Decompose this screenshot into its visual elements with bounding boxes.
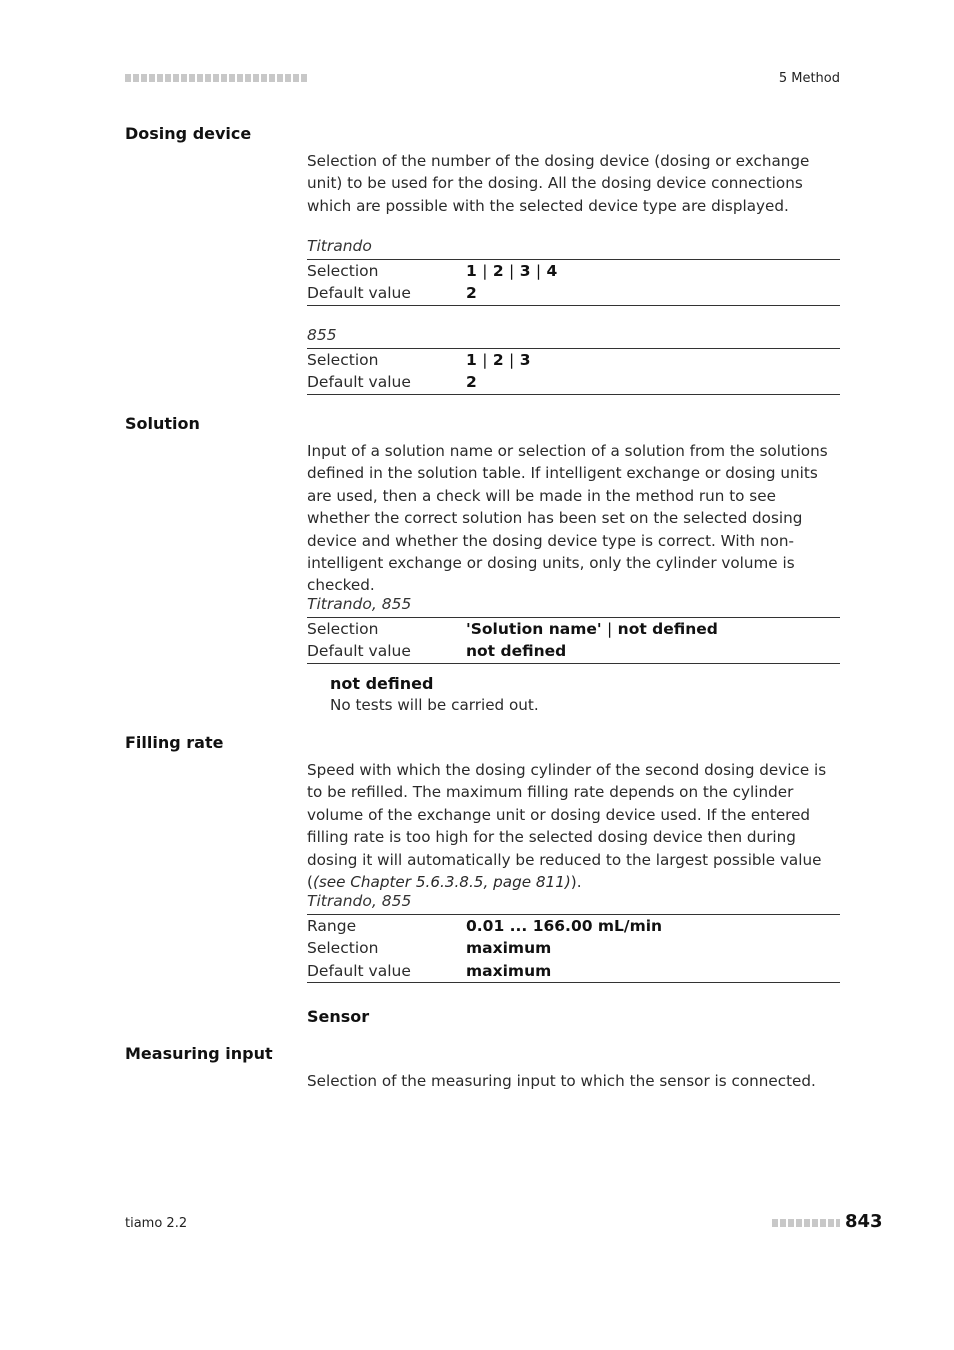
row-value: 0.01 ... 166.00 mL/min xyxy=(466,917,663,935)
table-row xyxy=(307,282,840,304)
footer-decoration xyxy=(772,1219,840,1227)
measuring-input-description: Selection of the measuring input to which the sensor is connected. xyxy=(307,1072,816,1090)
filling-rate-description: Speed with which the dosing cylinder of the second dosing device is to be refilled. The maximum filling rate depends on the cylinder volume of the exchange unit or dosing device used. If the entered filling rate is too high for the selected dosing device then during dosing it will automatically be reduced to the largest possible value ((see Chapter 5.6.3.8.5, page 811)). xyxy=(307,761,827,892)
solution-description: Input of a solution name or selection of a solution from the solutions defined in the solution table. If intelligent exchange or dosing units are used, then a check will be made in the method run to see whether the correct solution has been set on the selected dosing device and whether the dosing device type is correct. With non-intelligent exchange or dosing units, only the cylinder volume is checked. xyxy=(307,442,828,595)
row-key: Default value xyxy=(307,373,411,392)
section-title-filling-rate: Filling rate xyxy=(125,733,224,752)
table-caption-855: 855 xyxy=(307,326,337,344)
page-number: 843 xyxy=(845,1211,883,1232)
chapter-title: 5 Method xyxy=(778,71,840,86)
table-dosing-855 xyxy=(307,348,840,395)
table-row xyxy=(307,960,840,982)
table-row xyxy=(307,915,840,937)
note-text: No tests will be carried out. xyxy=(330,696,539,714)
note-title: not defined xyxy=(330,674,434,693)
subsection-title-sensor: Sensor xyxy=(307,1007,370,1026)
table-solution xyxy=(307,617,840,664)
row-key: Selection xyxy=(307,620,379,638)
section-title-dosing-device: Dosing device xyxy=(125,124,252,143)
section-title-measuring-input: Measuring input xyxy=(125,1044,273,1063)
row-key: Selection xyxy=(307,262,379,280)
row-key: Range xyxy=(307,917,357,935)
dosing-device-description: Selection of the number of the dosing device (dosing or exchange unit) to be used for the dosing. All the dosing device connections which are possible with the selected device type are displayed. xyxy=(307,152,810,215)
table-row xyxy=(307,640,840,662)
footer-product: tiamo 2.2 xyxy=(125,1216,188,1231)
chapter-reference-link[interactable]: (see Chapter 5.6.3.8.5, page 811) xyxy=(312,873,571,892)
row-key: Selection xyxy=(307,351,379,369)
table-caption-filling-rate: Titrando, 855 xyxy=(307,892,412,910)
row-value: 1 | 2 | 3 xyxy=(466,351,531,369)
row-value: 2 xyxy=(466,373,477,392)
row-value: not defined xyxy=(466,642,567,661)
section-title-solution: Solution xyxy=(125,414,200,433)
row-key: Default value xyxy=(307,284,411,303)
row-value: 1 | 2 | 3 | 4 xyxy=(466,262,558,280)
table-row xyxy=(307,937,840,959)
row-value: maximum xyxy=(466,961,552,980)
row-key: Selection xyxy=(307,939,379,958)
row-key: Default value xyxy=(307,961,411,980)
row-key: Default value xyxy=(307,642,411,661)
table-caption-titrando: Titrando xyxy=(307,237,372,255)
table-caption-solution: Titrando, 855 xyxy=(307,595,412,613)
table-row xyxy=(307,349,840,371)
table-row xyxy=(307,618,840,640)
row-value: 'Solution name' | not defined xyxy=(466,620,718,638)
table-filling-rate xyxy=(307,914,840,983)
row-value: maximum xyxy=(466,939,552,958)
table-row xyxy=(307,371,840,393)
table-dosing-titrando xyxy=(307,259,840,306)
row-value: 2 xyxy=(466,284,477,303)
table-row xyxy=(307,260,840,282)
header-decoration xyxy=(125,74,307,82)
